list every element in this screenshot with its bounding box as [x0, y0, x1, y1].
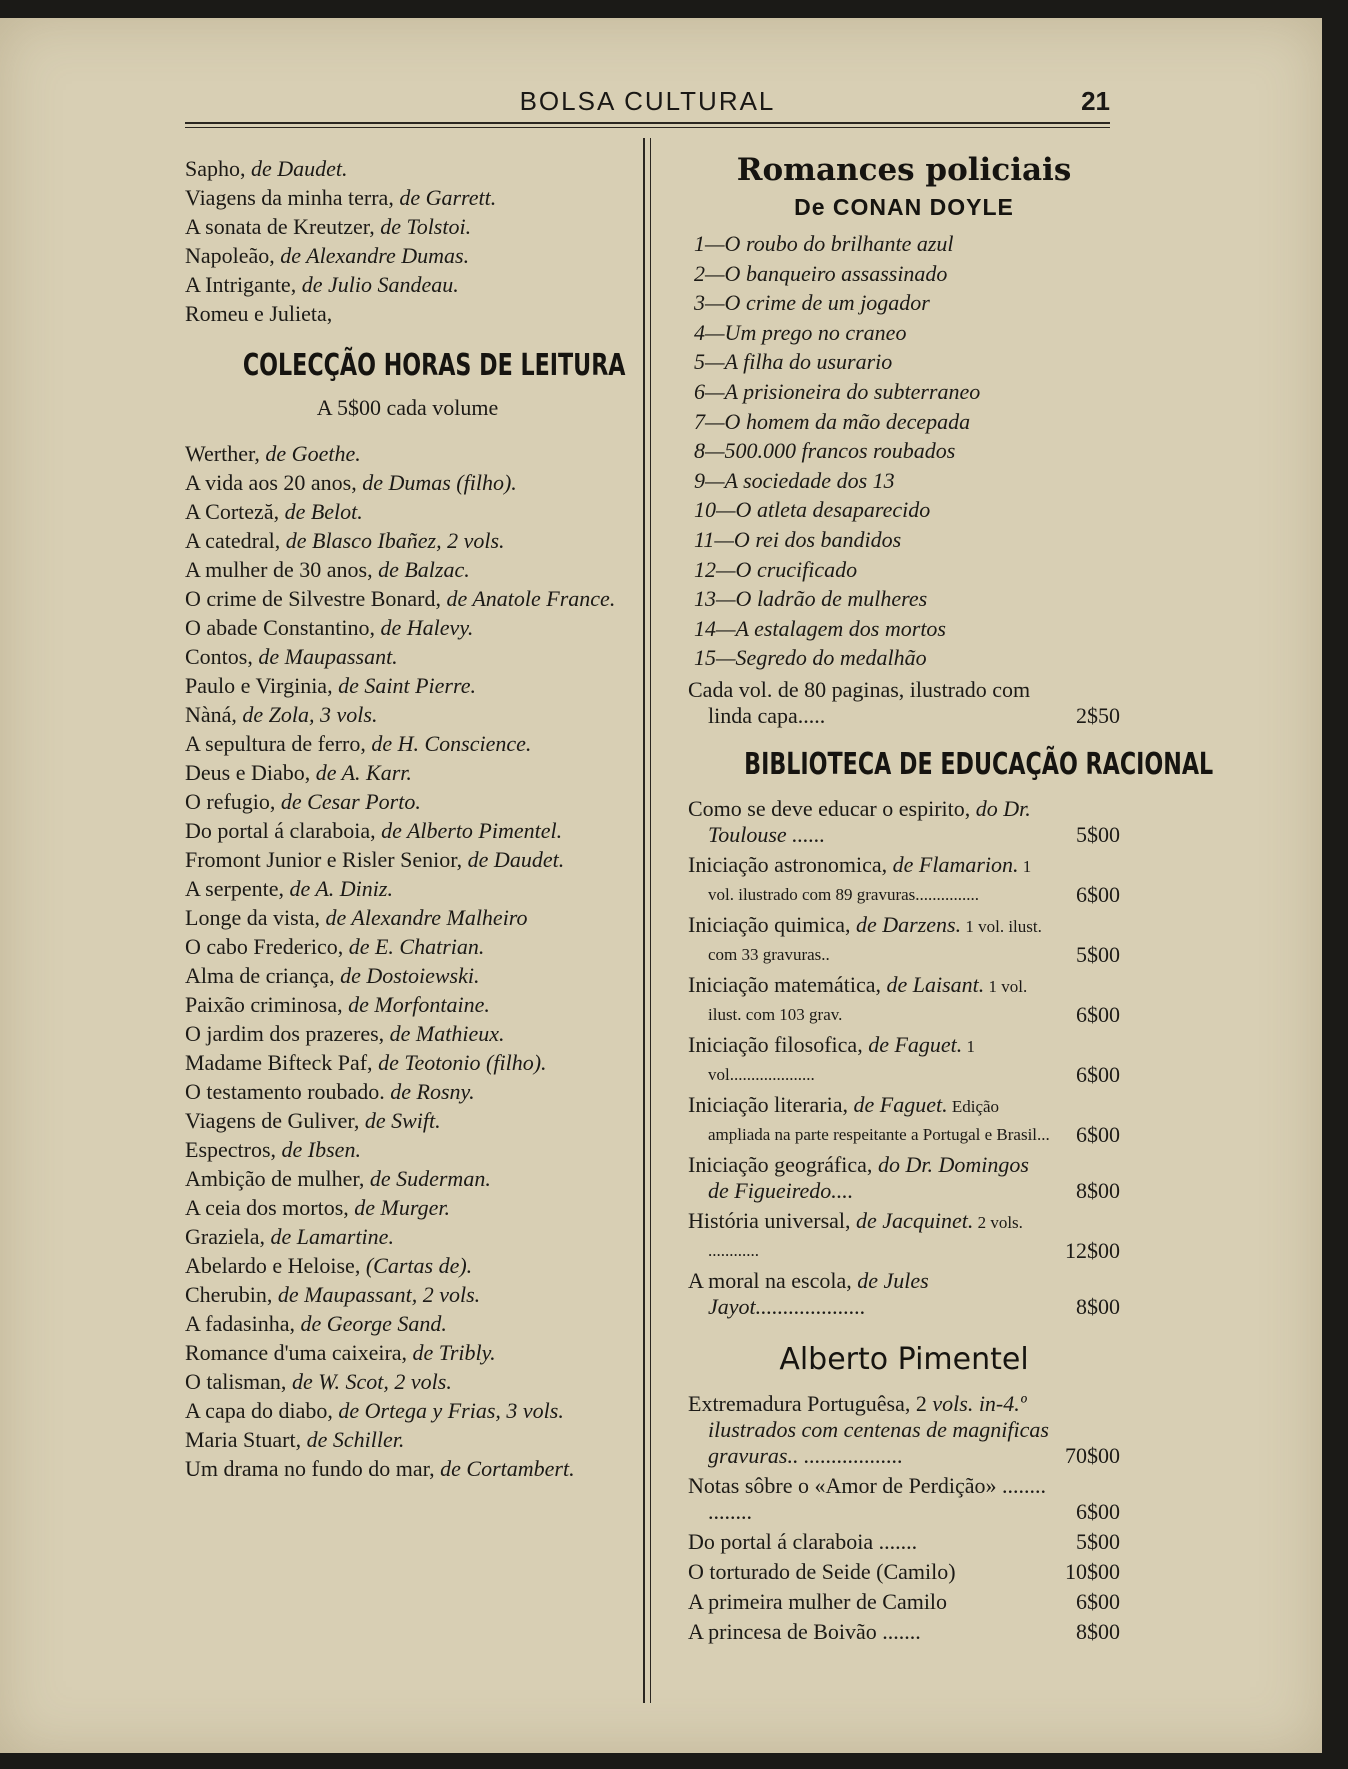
book-title: Ambição de mulher,: [185, 1166, 370, 1191]
entry-text: [688, 1092, 1050, 1148]
book-entry: [185, 700, 630, 729]
book-author: de Maupassant.: [258, 644, 398, 669]
book-author: de George Sand.: [300, 1311, 447, 1336]
entry-author: de Jules Jayot....................: [708, 1267, 929, 1319]
book-title: O cabo Frederico,: [185, 934, 349, 959]
entry-price: 5$00: [1076, 941, 1120, 967]
book-entry: [185, 584, 630, 613]
entry-price: 8$00: [1076, 1177, 1120, 1203]
book-author: de Maupassant, 2 vols.: [277, 1282, 481, 1307]
book-author: de Julio Sandeau.: [301, 272, 459, 297]
book-author: de Ortega y Frias, 3 vols.: [338, 1398, 564, 1423]
priced-entry: [688, 1208, 1120, 1264]
entry-title: Extremadura Portuguêsa, 2: [688, 1390, 927, 1416]
book-author: de Mathieux.: [389, 1021, 505, 1046]
entry-author: de Jacquinet.: [856, 1207, 974, 1233]
header-rule: [185, 122, 1110, 124]
entry-note: 1 vol....................: [708, 1036, 976, 1084]
book-entry: [185, 1193, 630, 1222]
book-entry: [185, 468, 630, 497]
numbered-title: 10—O atleta desaparecido: [694, 497, 931, 523]
priced-entry: [688, 1032, 1120, 1088]
priced-entry: [688, 1092, 1120, 1148]
entry-author: do Dr. Toulouse ......: [708, 795, 1031, 847]
book-author: de Tribly.: [412, 1340, 496, 1365]
entry-text: [688, 1619, 1050, 1645]
book-entry: [185, 816, 630, 845]
book-entry: [185, 1425, 630, 1454]
book-title: O talisman,: [185, 1369, 292, 1394]
entry-text: [688, 1589, 1050, 1615]
price: 2$50: [1076, 702, 1120, 728]
book-entry: [185, 299, 630, 328]
book-entry: [185, 1019, 630, 1048]
book-entry: [185, 729, 630, 758]
entry-title: Iniciação astronomica,: [688, 851, 893, 877]
header-rule-thin: [185, 127, 1110, 128]
book-title: A mulher de 30 anos,: [185, 557, 379, 582]
entry-title: A moral na escola,: [688, 1267, 858, 1293]
entry-text: [688, 852, 1050, 908]
priced-entry: [688, 912, 1120, 968]
section-subtitle-horas: A 5$00 cada volume: [316, 395, 499, 420]
entry-price: 5$00: [1076, 821, 1120, 847]
book-entry: [185, 903, 630, 932]
book-author: de Cesar Porto.: [280, 789, 421, 814]
book-author: de Daudet.: [467, 847, 565, 872]
book-author: de A. Diniz.: [289, 876, 393, 901]
numbered-title: 11—O rei dos bandidos: [694, 526, 902, 552]
book-title: Deus e Diabo,: [185, 760, 316, 785]
entry-price: 6$00: [1076, 1061, 1120, 1087]
book-entry: [185, 1164, 630, 1193]
entry-price: 6$00: [1076, 1121, 1120, 1147]
book-author: de Dumas (filho).: [362, 470, 517, 495]
priced-entry: [688, 1559, 1120, 1585]
book-title: A serpente,: [185, 876, 290, 901]
numbered-title: 9—A sociedade dos 13: [694, 467, 895, 493]
book-entry: [185, 1077, 630, 1106]
book-title: O refugio,: [185, 789, 281, 814]
priced-entry: [688, 1152, 1120, 1204]
book-title: Sapho,: [185, 156, 251, 181]
book-title: A sepultura de ferro,: [185, 731, 372, 756]
numbered-title: 12—O crucificado: [694, 556, 858, 582]
entry-title: O torturado de Seide (Camilo): [688, 1558, 956, 1584]
book-entry: [185, 845, 630, 874]
book-author: de Balzac.: [378, 557, 470, 582]
entry-title: Do portal á claraboia .......: [688, 1528, 918, 1554]
book-title: O jardim dos prazeres,: [185, 1021, 390, 1046]
book-entry: [185, 1222, 630, 1251]
book-entry: [185, 241, 630, 270]
book-entry: [185, 932, 630, 961]
book-title: Napoleão,: [185, 243, 281, 268]
entry-title: Iniciação geográfica,: [688, 1151, 878, 1177]
entry-note: Edição ampliada na parte respeitante a Portugal e Brasil...: [708, 1096, 1050, 1144]
book-author: de Dostoiewski.: [340, 963, 480, 988]
priced-entry: [688, 972, 1120, 1028]
book-author: de H. Conscience.: [371, 731, 532, 756]
book-title: A sonata de Kreutzer,: [185, 214, 381, 239]
book-entry: [185, 1106, 630, 1135]
entry-author: de Darzens.: [855, 911, 962, 937]
price-text: Cada vol. de 80 paginas, ilustrado com linda capa.....: [688, 676, 1031, 728]
entry-text: [688, 1391, 1050, 1469]
book-title: Do portal á claraboia,: [185, 818, 382, 843]
book-title: O abade Constantino,: [185, 615, 381, 640]
priced-entry: [688, 1589, 1120, 1615]
book-entry: [185, 1396, 630, 1425]
book-author: de Lamartine.: [270, 1224, 394, 1249]
entry-author: de Laisant.: [886, 971, 985, 997]
entry-title: A princesa de Boivão .......: [688, 1618, 921, 1644]
entry-text: [688, 1032, 1050, 1088]
book-title: Fromont Junior e Risler Senior,: [185, 847, 468, 872]
book-list-educacao: [688, 796, 1120, 1320]
book-author: de Zola, 3 vols.: [242, 702, 378, 727]
numbered-title: 3—O crime de um jogador: [694, 290, 930, 316]
entry-title: Iniciação filosofica,: [688, 1031, 869, 1057]
book-author: de Ibsen.: [281, 1137, 361, 1162]
numbered-title: 15—Segredo do medalhão: [694, 645, 927, 671]
entry-text: [688, 1473, 1050, 1525]
entry-price: 6$00: [1076, 1588, 1120, 1614]
priced-entry: [688, 852, 1120, 908]
book-title: A capa do diabo,: [185, 1398, 339, 1423]
book-title: Paixão criminosa,: [185, 992, 349, 1017]
book-author: de Saint Pierre.: [338, 673, 476, 698]
book-entry: [185, 787, 630, 816]
numbered-title: 6—A prisioneira do subterraneo: [694, 378, 981, 404]
book-author: de Rosny.: [390, 1079, 475, 1104]
entry-price: 70$00: [1065, 1442, 1120, 1468]
book-author: de Belot.: [284, 499, 363, 524]
book-author: de Cortambert.: [440, 1456, 575, 1481]
numbered-title: 14—A estalagem dos mortos: [694, 615, 946, 641]
page-header: [185, 78, 1110, 128]
entry-title: Como se deve educar o espirito,: [688, 795, 976, 821]
book-list-horas: [185, 439, 630, 1483]
book-entry: [185, 555, 630, 584]
book-author: de W. Scot, 2 vols.: [291, 1369, 452, 1394]
entry-text: [688, 1529, 1050, 1555]
book-entry: [185, 154, 630, 183]
book-author: de Swift.: [364, 1108, 441, 1133]
book-entry: [185, 497, 630, 526]
numbered-title: 4—Um prego no craneo: [694, 319, 907, 345]
book-title: Alma de criança,: [185, 963, 341, 988]
book-author: de Alexandre Dumas.: [280, 243, 470, 268]
numbered-title: 1—O roubo do brilhante azul: [694, 231, 954, 256]
entry-price: 8$00: [1076, 1293, 1120, 1319]
book-entry: [185, 526, 630, 555]
book-author: de Goethe.: [265, 441, 361, 466]
book-author: de Daudet.: [251, 156, 348, 181]
book-title: Maria Stuart,: [185, 1427, 307, 1452]
entry-title: Iniciação literaria,: [688, 1091, 854, 1117]
priced-entry: [688, 1473, 1120, 1525]
book-author: de Suderman.: [369, 1166, 491, 1191]
column-divider: [643, 138, 651, 1703]
left-column: [185, 154, 630, 1483]
book-author: de Blasco Ibañez, 2 vols.: [285, 528, 505, 553]
section-title-policiais: Romances policiais: [736, 152, 1072, 188]
entry-price: 8$00: [1076, 1618, 1120, 1644]
entry-title: A primeira mulher de Camilo: [688, 1588, 948, 1614]
entry-note: 1 vol. ilust. com 103 grav.: [708, 976, 1028, 1024]
book-entry: [185, 1309, 630, 1338]
entry-note: 1 vol. ilustrado com 89 gravuras...............: [708, 856, 1032, 904]
entry-text: [688, 1559, 1050, 1585]
book-author: de Alexandre Malheiro: [325, 905, 528, 930]
book-title: O crime de Silvestre Bonard,: [185, 586, 447, 611]
entry-title: Notas sôbre o «Amor de Perdição» ........ ........: [688, 1472, 1047, 1524]
book-title: A catedral,: [185, 528, 286, 553]
book-author: de Schiller.: [306, 1427, 405, 1452]
priced-entry: [688, 1619, 1120, 1645]
book-title: Viagens de Guliver,: [185, 1108, 365, 1133]
magazine-page: [0, 18, 1322, 1753]
book-author: de Alberto Pimentel.: [381, 818, 563, 843]
book-title: Contos,: [185, 644, 259, 669]
entry-price: 6$00: [1076, 1498, 1120, 1524]
book-title: Werther,: [185, 441, 266, 466]
book-entry: [185, 183, 630, 212]
book-author: (Cartas de).: [365, 1253, 473, 1278]
book-title: Romance d'uma caixeira,: [185, 1340, 413, 1365]
numbered-title: 2—O banqueiro assassinado: [694, 260, 948, 286]
book-list-pimentel: [688, 1391, 1120, 1645]
book-entry: [185, 439, 630, 468]
book-title: Espectros,: [185, 1137, 282, 1162]
right-column: [688, 152, 1214, 1649]
book-author: de Anatole France.: [446, 586, 616, 611]
entry-text: [688, 796, 1050, 848]
book-entry: [185, 642, 630, 671]
priced-entry: [688, 1268, 1120, 1320]
entry-text: [688, 1152, 1050, 1204]
book-author: de E. Chatrian.: [348, 934, 485, 959]
book-title: A Intrigante,: [185, 272, 302, 297]
book-entry: [185, 671, 630, 700]
entry-detail: vols. in-4.º ilustrados com centenas de magnificas gravuras.. ..................: [708, 1390, 1049, 1468]
book-author: de Halevy.: [380, 615, 474, 640]
book-title: A Corteză,: [185, 499, 285, 524]
entry-title: História universal,: [688, 1207, 857, 1233]
book-author: de Tolstoi.: [380, 214, 472, 239]
book-title: A ceia dos mortos,: [185, 1195, 355, 1220]
book-title: A vida aos 20 anos,: [185, 470, 363, 495]
entry-title: Iniciação quimica,: [688, 911, 856, 937]
book-entry: [185, 961, 630, 990]
priced-entry: [688, 1529, 1120, 1555]
book-list-policiais: [688, 229, 1120, 673]
entry-note: 1 vol. ilust. com 33 gravuras..: [708, 916, 1042, 964]
running-title: BOLSA CULTURAL: [519, 86, 776, 116]
book-title: Cherubin,: [185, 1282, 278, 1307]
book-entry: [185, 1048, 630, 1077]
book-title: Abelardo e Heloise,: [185, 1253, 366, 1278]
book-entry: [185, 1338, 630, 1367]
entry-author: de Flamarion.: [892, 851, 1019, 877]
entry-author: do Dr. Domingos de Figueiredo....: [708, 1151, 1029, 1203]
book-entry: [185, 990, 630, 1019]
book-title: Graziela,: [185, 1224, 271, 1249]
book-title: Romeu e Julieta,: [185, 301, 333, 326]
book-title: Longe da vista,: [185, 905, 326, 930]
book-entry: [185, 1280, 630, 1309]
section-title-pimentel: Alberto Pimentel: [779, 1341, 1029, 1377]
book-entry: [185, 1454, 630, 1483]
entry-title: Iniciação matemática,: [688, 971, 887, 997]
book-author: de Morfontaine.: [348, 992, 490, 1017]
section-title-educacao: BIBLIOTECA DE EDUCAÇÃO RACIONAL: [744, 746, 1214, 782]
entry-price: 10$00: [1065, 1558, 1120, 1584]
book-author: de A. Karr.: [315, 760, 412, 785]
entry-text: [688, 972, 1050, 1028]
book-entry: [185, 1367, 630, 1396]
page-number: 21: [1081, 86, 1110, 116]
entry-text: [688, 1208, 1050, 1264]
section-title-horas: COLECÇÃO HORAS DE LEITURA: [242, 348, 626, 383]
entry-price: 6$00: [1076, 881, 1120, 907]
book-author: de Teotonio (filho).: [378, 1050, 547, 1075]
priced-entry: [688, 796, 1120, 848]
priced-entry: [688, 1391, 1120, 1469]
section-subtitle-policiais: De CONAN DOYLE: [794, 194, 1014, 220]
book-entry: [185, 1251, 630, 1280]
entry-price: 5$00: [1076, 1528, 1120, 1554]
book-entry: [185, 758, 630, 787]
book-author: de Murger.: [354, 1195, 450, 1220]
entry-author: de Faguet.: [868, 1031, 963, 1057]
book-entry: [185, 270, 630, 299]
numbered-title: 13—O ladrão de mulheres: [694, 586, 928, 612]
price-line-policiais: [688, 677, 1120, 729]
entry-price: 6$00: [1076, 1001, 1120, 1027]
book-title: Um drama no fundo do mar,: [185, 1456, 441, 1481]
entry-text: [688, 1268, 1050, 1320]
book-title: Nàná,: [185, 702, 243, 727]
book-title: Paulo e Virginia,: [185, 673, 339, 698]
book-list-top: [185, 154, 630, 328]
entry-price: 12$00: [1065, 1237, 1120, 1263]
book-entry: [185, 613, 630, 642]
entry-author: de Faguet.: [853, 1091, 948, 1117]
entry-note: 2 vols. ............: [708, 1212, 1023, 1260]
numbered-title: 8—500.000 francos roubados: [694, 438, 956, 464]
numbered-title: 7—O homem da mão decepada: [694, 408, 971, 434]
book-entry: [185, 1135, 630, 1164]
book-entry: [185, 874, 630, 903]
book-title: A fadasinha,: [185, 1311, 301, 1336]
book-entry: [185, 212, 630, 241]
book-title: Madame Bifteck Paf,: [185, 1050, 379, 1075]
entry-text: [688, 912, 1050, 968]
book-title: Viagens da minha terra,: [185, 185, 400, 210]
numbered-title: 5—A filha do usurario: [694, 349, 893, 375]
book-author: de Garrett.: [399, 185, 497, 210]
book-title: O testamento roubado.: [185, 1079, 391, 1104]
